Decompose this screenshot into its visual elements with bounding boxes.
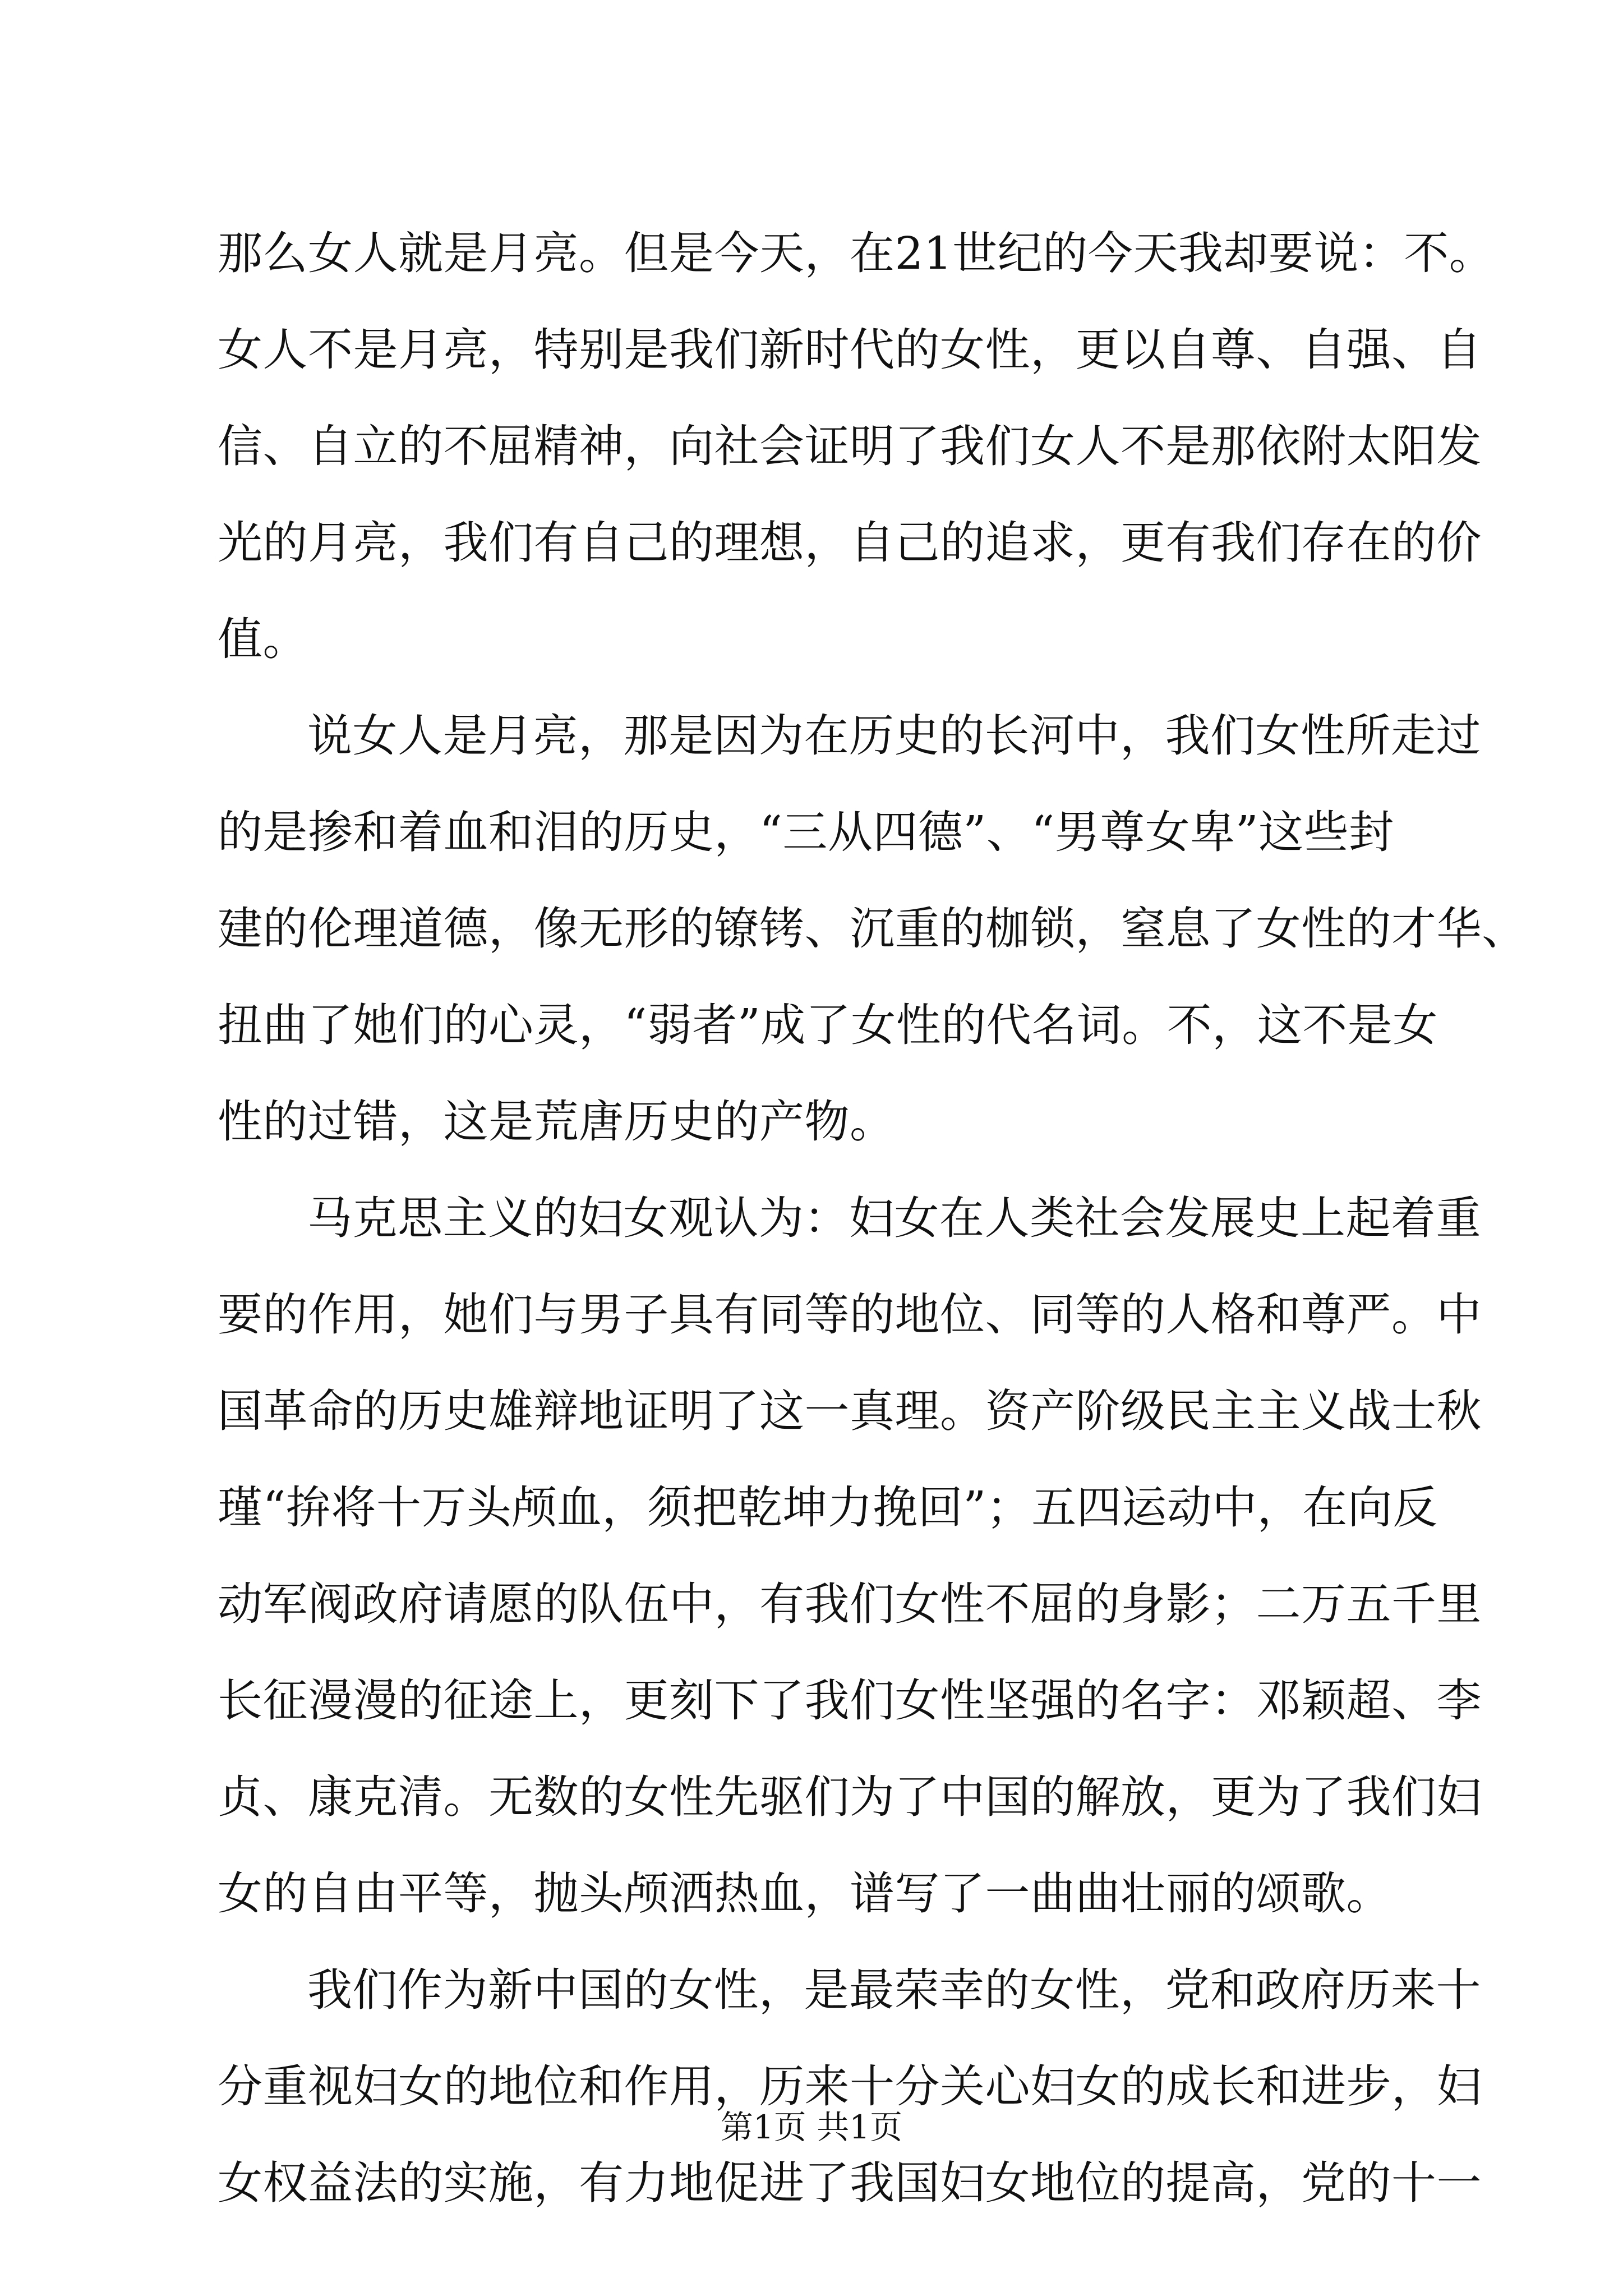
paragraph-first-line: 说女人是月亮，那是因为在历史的长河中，我们女性所走过 [307, 710, 1481, 762]
text-line: 女的自由平等，抛头颅洒热血，谱写了一曲曲壮丽的颂歌。 [218, 1867, 1391, 1920]
text-line: 信、自立的不屈精神，向社会证明了我们女人不是那依附太阳发 [218, 420, 1482, 472]
text-line: 贞、康克清。无数的女性先驱们为了中国的解放，更为了我们妇 [218, 1771, 1482, 1823]
text-line: 的是掺和着血和泪的历史，“三从四德”、“男尊女卑”这些封 [218, 806, 1394, 858]
paragraph-first-line: 马克思主义的妇女观认为：妇女在人类社会发展史上起着重 [307, 1192, 1481, 1244]
text-line: 性的过错，这是荒唐历史的产物。 [218, 1096, 895, 1148]
text-line: 国革命的历史雄辩地证明了这一真理。资产阶级民主主义战士秋 [218, 1385, 1482, 1437]
text-line: 那么女人就是月亮。但是今天，在21世纪的今天我却要说：不。 [218, 227, 1495, 279]
document-body [218, 205, 1527, 2231]
text-line: 值。 [218, 613, 308, 665]
page-number-footer: 第1页 共1页 [720, 2108, 903, 2146]
text-line: 分重视妇女的地位和作用，历来十分关心妇女的成长和进步，妇 [218, 2060, 1482, 2113]
text-line: 建的伦理道德，像无形的镣铐、沉重的枷锁，窒息了女性的才华、 [218, 903, 1527, 955]
text-line: 扭曲了她们的心灵，“弱者”成了女性的代名词。不，这不是女 [218, 999, 1438, 1051]
paragraph-first-line: 我们作为新中国的女性，是最荣幸的女性，党和政府历来十 [307, 1964, 1481, 2016]
text-line: 女权益法的实施，有力地促进了我国妇女地位的提高，党的十一 [218, 2157, 1482, 2209]
text-line: 女人不是月亮，特别是我们新时代的女性，更以自尊、自强、自 [218, 324, 1482, 376]
text-line: 动军阀政府请愿的队伍中，有我们女性不屈的身影；二万五千里 [218, 1578, 1482, 1630]
text-line: 光的月亮，我们有自己的理想，自己的追求，更有我们存在的价 [218, 517, 1482, 569]
text-line: 长征漫漫的征途上，更刻下了我们女性坚强的名字：邓颖超、李 [218, 1674, 1482, 1727]
text-line: 瑾“拚将十万头颅血，须把乾坤力挽回”；五四运动中，在向反 [218, 1481, 1438, 1534]
text-line: 要的作用，她们与男子具有同等的地位、同等的人格和尊严。中 [218, 1289, 1482, 1341]
